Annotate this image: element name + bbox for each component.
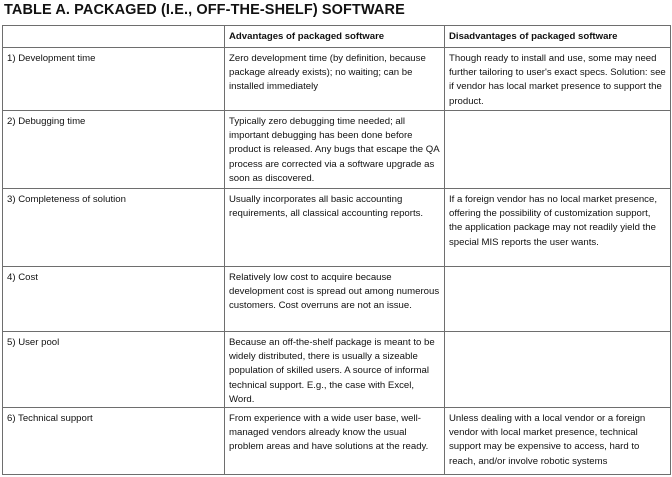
disadvantage-cell: Unless dealing with a local vendor or a foreign vendor with local market presence, technical support may be expensive to access, hard to reach, and/or involve robotic systems xyxy=(445,408,671,475)
row-label: 1) Development time xyxy=(3,48,225,111)
row-label: 2) Debugging time xyxy=(3,111,225,189)
table-row xyxy=(3,267,671,332)
row-label: 3) Completeness of solution xyxy=(3,189,225,267)
advantage-cell: Usually incorporates all basic accounting requirements, all classical accounting reports. xyxy=(225,189,445,267)
disadvantage-cell xyxy=(445,267,671,332)
table-row xyxy=(3,408,671,475)
disadvantage-cell xyxy=(445,111,671,189)
advantage-cell: Because an off-the-shelf package is meant to be widely distributed, there is usually a sizeable population of skilled users. A source of informal technical support. E.g., the case with Excel, Word. xyxy=(225,332,445,408)
disadvantage-cell: If a foreign vendor has no local market presence, offering the possibility of customization support, the application package may not readily yield the special MIS reports the user wants. xyxy=(445,189,671,267)
table-row xyxy=(3,332,671,408)
header-advantages: Advantages of packaged software xyxy=(225,26,445,48)
advantage-cell: Typically zero debugging time needed; all important debugging has been done before product is released. Any bugs that escape the QA process are corrected via a software upgrade as soon as discovered. xyxy=(225,111,445,189)
header-criteria xyxy=(3,26,225,48)
row-label: 6) Technical support xyxy=(3,408,225,475)
table-row xyxy=(3,48,671,111)
advantage-cell: From experience with a wide user base, well-managed vendors already know the usual problem areas and have solutions at the ready. xyxy=(225,408,445,475)
row-label: 4) Cost xyxy=(3,267,225,332)
advantage-cell: Relatively low cost to acquire because development cost is spread out among numerous customers. Cost overruns are not an issue. xyxy=(225,267,445,332)
table-row xyxy=(3,189,671,267)
table-row xyxy=(3,111,671,189)
advantage-cell: Zero development time (by definition, because package already exists); no waiting; can be installed immediately xyxy=(225,48,445,111)
table-header-row xyxy=(3,26,671,48)
table-title: TABLE A. PACKAGED (I.E., OFF-THE-SHELF) SOFTWARE xyxy=(4,2,405,18)
row-label: 5) User pool xyxy=(3,332,225,408)
comparison-table xyxy=(2,25,671,475)
disadvantage-cell xyxy=(445,332,671,408)
header-disadvantages: Disadvantages of packaged software xyxy=(445,26,671,48)
disadvantage-cell: Though ready to install and use, some may need further tailoring to user's exact specs. Solution: see if vendor has local market presence to support the product. xyxy=(445,48,671,111)
